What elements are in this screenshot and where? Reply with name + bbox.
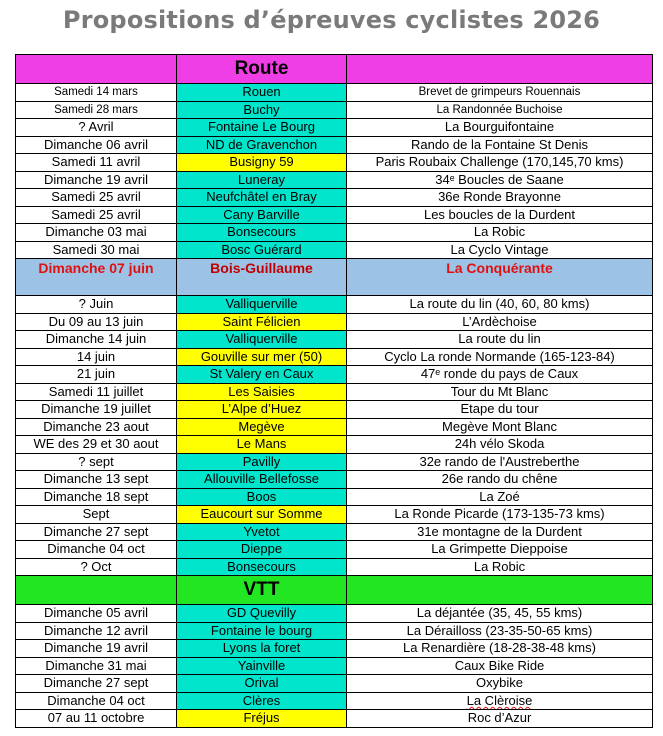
event-date: Sept (16, 506, 177, 524)
event-row (16, 401, 653, 419)
event-name (347, 657, 653, 675)
event-date: Samedi 28 mars (16, 101, 177, 119)
event-place: Bois-Guillaume (177, 259, 347, 296)
event-place: Les Saisies (177, 383, 347, 401)
event-name-text: 32e rando de l'Austreberthe (419, 453, 580, 469)
event-name-text: La Cyclo Vintage (450, 241, 549, 257)
event-place: GD Quevilly (177, 605, 347, 623)
event-name-text: Cyclo La ronde Normande (165-123-84) (384, 348, 615, 364)
event-date: Dimanche 23 aout (16, 418, 177, 436)
event-name (347, 418, 653, 436)
event-row (16, 313, 653, 331)
event-place: Buchy (177, 101, 347, 119)
event-row (16, 675, 653, 693)
event-name-text: 36e Ronde Brayonne (438, 189, 561, 205)
event-place: Eaucourt sur Somme (177, 506, 347, 524)
event-place: Bonsecours (177, 558, 347, 576)
event-name (347, 692, 653, 710)
event-row (16, 189, 653, 207)
event-place: Fontaine le bourg (177, 622, 347, 640)
event-place: Bonsecours (177, 224, 347, 242)
event-date: Du 09 au 13 juin (16, 313, 177, 331)
section-header-blank (347, 55, 653, 84)
event-row (16, 506, 653, 524)
event-place: Valliquerville (177, 331, 347, 349)
event-row (16, 136, 653, 154)
event-date: WE des 29 et 30 aout (16, 436, 177, 454)
event-date: Dimanche 06 avril (16, 136, 177, 154)
event-name (347, 488, 653, 506)
event-row (16, 523, 653, 541)
event-row (16, 657, 653, 675)
event-name-text: Caux Bike Ride (454, 657, 545, 673)
event-date: ? sept (16, 453, 177, 471)
event-name-text: Les boucles de la Durdent (423, 206, 576, 222)
page-title: Propositions d’épreuves cyclistes 2026 (62, 6, 601, 34)
event-name (347, 523, 653, 541)
event-place: Busigny 59 (177, 154, 347, 172)
event-name (347, 436, 653, 454)
event-date: Samedi 11 juillet (16, 383, 177, 401)
featured-event-row (16, 259, 653, 296)
event-row (16, 541, 653, 559)
event-place: Dieppe (177, 541, 347, 559)
event-row (16, 366, 653, 384)
event-date: ? Oct (16, 558, 177, 576)
event-name (347, 136, 653, 154)
event-place: Allouville Bellefosse (177, 471, 347, 489)
event-date: Dimanche 12 avril (16, 622, 177, 640)
event-date: Dimanche 05 avril (16, 605, 177, 623)
event-name-text: 34ᵉ Boucles de Saane (435, 171, 564, 187)
event-name-text: La Robic (473, 558, 526, 574)
event-name (347, 383, 653, 401)
event-name (347, 154, 653, 172)
event-row (16, 383, 653, 401)
event-row (16, 84, 653, 102)
event-place: Neufchâtel en Bray (177, 189, 347, 207)
event-name-text: La route du lin (40, 60, 80 kms) (409, 296, 590, 312)
event-name-text: La Zoé (479, 488, 520, 504)
event-place: Orival (177, 675, 347, 693)
section-heading: Route (177, 55, 347, 84)
event-date: Dimanche 03 mai (16, 224, 177, 242)
event-place: Rouen (177, 84, 347, 102)
event-name (347, 84, 653, 102)
event-row (16, 296, 653, 314)
event-name (347, 296, 653, 314)
event-name (347, 348, 653, 366)
event-place: Yainville (177, 657, 347, 675)
event-date: Dimanche 04 oct (16, 692, 177, 710)
event-date: Samedi 30 mai (16, 241, 177, 259)
event-name-text: Paris Roubaix Challenge (170,145,70 kms) (375, 154, 624, 170)
event-row (16, 331, 653, 349)
event-name-text: La Ronde Picarde (173-135-73 kms) (394, 506, 605, 522)
event-row (16, 101, 653, 119)
section-heading: VTT (177, 576, 347, 605)
event-name (347, 206, 653, 224)
event-name-text: La Clèroise (466, 692, 533, 708)
event-name-text: 24h vélo Skoda (454, 436, 545, 452)
event-place: Clères (177, 692, 347, 710)
event-row (16, 622, 653, 640)
event-name (347, 506, 653, 524)
event-name (347, 331, 653, 349)
event-row (16, 453, 653, 471)
event-place: Luneray (177, 171, 347, 189)
event-place: Boos (177, 488, 347, 506)
event-name-text: 47ᵉ ronde du pays de Caux (420, 366, 579, 382)
event-place: Gouville sur mer (50) (177, 348, 347, 366)
event-date: 21 juin (16, 366, 177, 384)
event-name (347, 710, 653, 728)
event-date: 14 juin (16, 348, 177, 366)
event-place: Megève (177, 418, 347, 436)
event-date: Samedi 25 avril (16, 206, 177, 224)
section-header-route (16, 55, 653, 84)
event-place: ND de Gravenchon (177, 136, 347, 154)
event-date: Dimanche 19 juillet (16, 401, 177, 419)
event-row (16, 640, 653, 658)
event-name (347, 471, 653, 489)
event-date: Dimanche 19 avril (16, 640, 177, 658)
event-name (347, 675, 653, 693)
event-name (347, 241, 653, 259)
event-place: Fréjus (177, 710, 347, 728)
event-row (16, 418, 653, 436)
event-row (16, 692, 653, 710)
event-place: Valliquerville (177, 296, 347, 314)
section-header-vtt (16, 576, 653, 605)
event-place: L’Alpe d’Huez (177, 401, 347, 419)
event-name-text: Rando de la Fontaine St Denis (410, 136, 589, 152)
event-date: ? Juin (16, 296, 177, 314)
event-date: ? Avril (16, 119, 177, 137)
event-name-text: La Renardière (18-28-38-48 kms) (403, 640, 596, 656)
event-row (16, 241, 653, 259)
event-name-text: La Robic (473, 224, 526, 240)
event-date: Dimanche 07 juin (16, 259, 177, 296)
event-name-text: 31e montagne de la Durdent (417, 523, 582, 539)
event-place: Yvetot (177, 523, 347, 541)
section-header-blank (16, 576, 177, 605)
event-name (347, 119, 653, 137)
event-date: Dimanche 13 sept (16, 471, 177, 489)
event-place: St Valery en Caux (177, 366, 347, 384)
event-name-text: L’Ardèchoise (462, 313, 537, 329)
event-row (16, 119, 653, 137)
event-name (347, 171, 653, 189)
event-name-text: La Bourguifontaine (444, 119, 555, 135)
event-place: Lyons la foret (177, 640, 347, 658)
event-name (347, 541, 653, 559)
event-name (347, 622, 653, 640)
event-name (347, 401, 653, 419)
event-name-text: La Grimpette Dieppoise (431, 541, 568, 557)
event-row (16, 154, 653, 172)
section-header-blank (16, 55, 177, 84)
event-row (16, 710, 653, 728)
event-name-text: Megève Mont Blanc (442, 418, 557, 434)
event-name (347, 558, 653, 576)
event-name (347, 453, 653, 471)
event-date: Dimanche 18 sept (16, 488, 177, 506)
event-name-text: Tour du Mt Blanc (450, 383, 549, 399)
event-date: Dimanche 19 avril (16, 171, 177, 189)
event-row (16, 488, 653, 506)
event-name-text: Roc d’Azur (467, 710, 532, 726)
event-date: Samedi 25 avril (16, 189, 177, 207)
event-place: Cany Barville (177, 206, 347, 224)
section-header-blank (347, 576, 653, 605)
event-name: La Conquérante (347, 259, 653, 296)
event-place: Bosc Guérard (177, 241, 347, 259)
event-row (16, 558, 653, 576)
event-date: Dimanche 14 juin (16, 331, 177, 349)
events-table (15, 54, 653, 728)
event-place: Pavilly (177, 453, 347, 471)
event-name (347, 313, 653, 331)
event-name-text: Brevet de grimpeurs Rouennais (418, 86, 581, 99)
event-name (347, 366, 653, 384)
event-name (347, 224, 653, 242)
event-place: Fontaine Le Bourg (177, 119, 347, 137)
event-date: Samedi 14 mars (16, 84, 177, 102)
event-name-text: 26e rando du chêne (441, 471, 558, 487)
event-name-text: La Dérailloss (23-35-50-65 kms) (406, 622, 593, 638)
event-name-text: La déjantée (35, 45, 55 kms) (416, 605, 583, 621)
event-row (16, 436, 653, 454)
event-name (347, 189, 653, 207)
event-name-text: La route du lin (458, 331, 541, 347)
event-row (16, 348, 653, 366)
event-row (16, 224, 653, 242)
event-place: Le Mans (177, 436, 347, 454)
event-name-text: Oxybike (476, 675, 523, 691)
event-row (16, 171, 653, 189)
event-name-text: La Randonnée Buchoise (436, 103, 563, 116)
event-name (347, 101, 653, 119)
event-row (16, 471, 653, 489)
event-date: Dimanche 31 mai (16, 657, 177, 675)
event-row (16, 206, 653, 224)
event-date: Dimanche 27 sept (16, 675, 177, 693)
event-date: 07 au 11 octobre (16, 710, 177, 728)
event-row (16, 605, 653, 623)
event-name-text: Etape du tour (460, 401, 539, 417)
event-name (347, 605, 653, 623)
event-date: Dimanche 27 sept (16, 523, 177, 541)
event-date: Samedi 11 avril (16, 154, 177, 172)
event-date: Dimanche 04 oct (16, 541, 177, 559)
event-name (347, 640, 653, 658)
event-place: Saint Félicien (177, 313, 347, 331)
events-table-body (16, 55, 653, 728)
